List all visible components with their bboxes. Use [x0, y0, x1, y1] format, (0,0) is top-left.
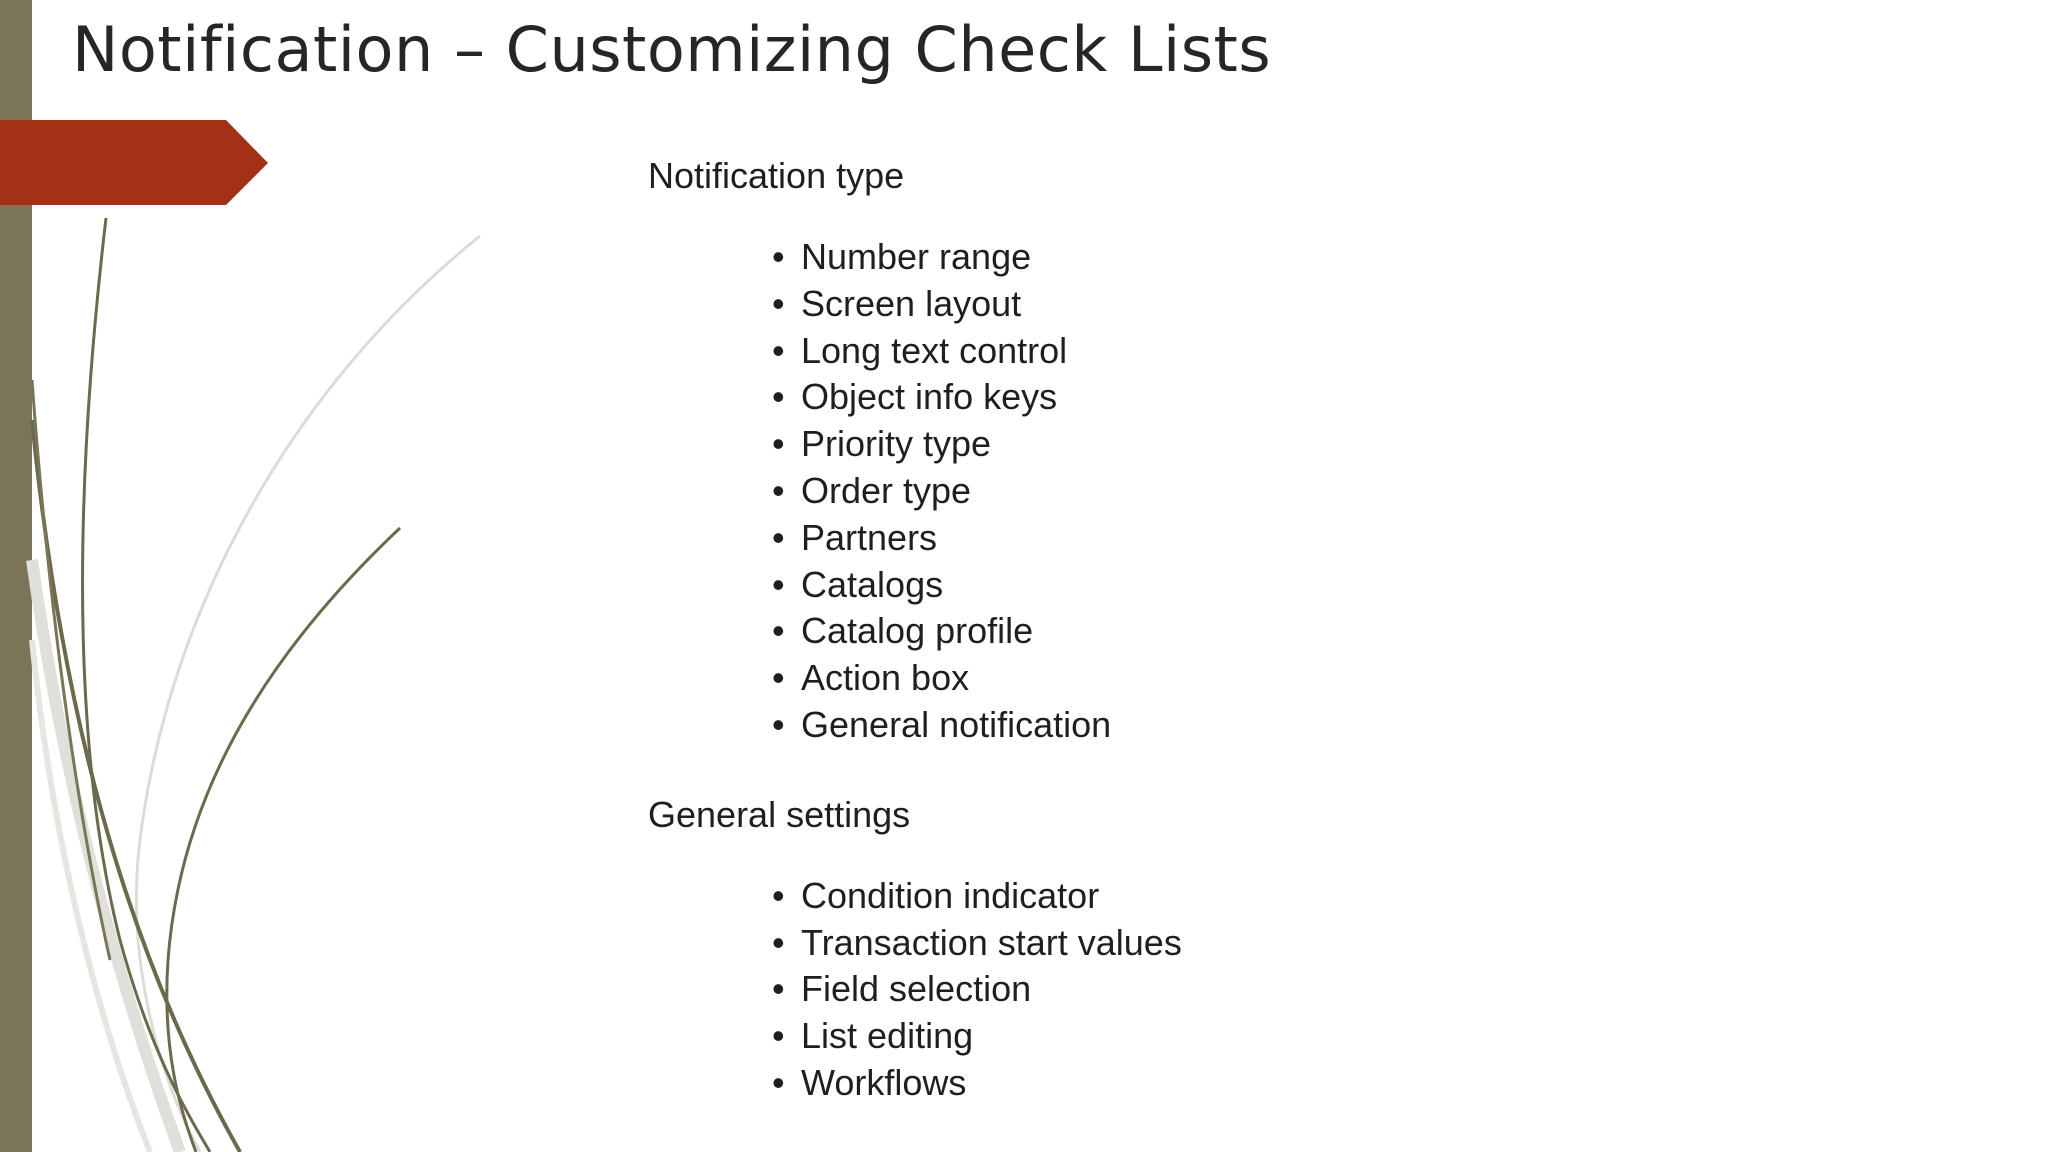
curve-light-1 — [136, 236, 480, 1152]
list-item — [772, 515, 1182, 562]
bullet-icon: • — [772, 1061, 785, 1103]
list-item-label: Number range — [801, 236, 1032, 277]
bullet-icon: • — [772, 423, 785, 465]
list-item-label: Action box — [801, 657, 970, 699]
list-item-label: General notification — [801, 703, 1112, 745]
bullet-icon: • — [772, 657, 785, 699]
bullet-icon: • — [772, 703, 785, 745]
list-item-label: Screen layout — [801, 282, 1022, 324]
slide-title: Notification – Customizing Check Lists — [72, 13, 1272, 86]
bullet-icon: • — [772, 874, 785, 916]
bullet-icon: • — [772, 563, 785, 605]
list-item — [772, 328, 1182, 375]
section-general-settings — [648, 789, 1182, 1107]
curve-dark-2 — [32, 420, 240, 1152]
accent-arrow — [0, 120, 268, 205]
list-item-label: Transaction start values — [801, 921, 1182, 963]
list-item — [772, 655, 1182, 702]
list-item-label: Condition indicator — [801, 874, 1100, 916]
bullet-icon: • — [772, 376, 785, 418]
list-item — [772, 421, 1182, 468]
list-item — [772, 920, 1182, 967]
bullet-icon: • — [772, 968, 785, 1010]
list-item — [772, 468, 1182, 515]
section-notification-type — [648, 150, 1182, 749]
bullet-icon: • — [772, 1015, 785, 1057]
list-item-label: Workflows — [801, 1061, 967, 1103]
list-item — [772, 374, 1182, 421]
list-item — [772, 281, 1182, 328]
list-item — [772, 966, 1182, 1013]
bullet-icon: • — [772, 282, 785, 324]
bullet-list — [648, 234, 1182, 749]
list-item-label: List editing — [801, 1015, 974, 1057]
bullet-list — [648, 873, 1182, 1107]
list-item-label: Field selection — [801, 968, 1032, 1010]
list-item — [772, 608, 1182, 655]
curve-light-3 — [32, 640, 150, 1152]
bullet-icon: • — [772, 469, 785, 511]
list-item — [772, 1013, 1182, 1060]
decorative-curves — [0, 0, 520, 1152]
section-heading: Notification type — [648, 155, 905, 196]
content-area — [648, 150, 1182, 1107]
list-item — [772, 562, 1182, 609]
bullet-icon: • — [772, 610, 785, 652]
list-item-label: Partners — [801, 516, 938, 558]
bullet-icon: • — [772, 236, 785, 277]
list-item-label: Long text control — [801, 329, 1068, 371]
curve-dark-3 — [167, 528, 400, 1152]
curve-light-2 — [32, 560, 180, 1152]
list-item — [772, 702, 1182, 749]
list-item-label: Catalog profile — [801, 610, 1034, 652]
list-item-label: Priority type — [801, 423, 992, 465]
bullet-icon: • — [772, 921, 785, 963]
bullet-icon: • — [772, 516, 785, 558]
bullet-icon: • — [772, 329, 785, 371]
list-item — [772, 1060, 1182, 1107]
list-item — [772, 873, 1182, 920]
list-item-label: Object info keys — [801, 376, 1058, 418]
list-item — [772, 234, 1182, 281]
section-heading: General settings — [648, 793, 911, 835]
list-item-label: Order type — [801, 469, 972, 511]
list-item-label: Catalogs — [801, 563, 944, 605]
section-spacer — [648, 749, 1182, 789]
